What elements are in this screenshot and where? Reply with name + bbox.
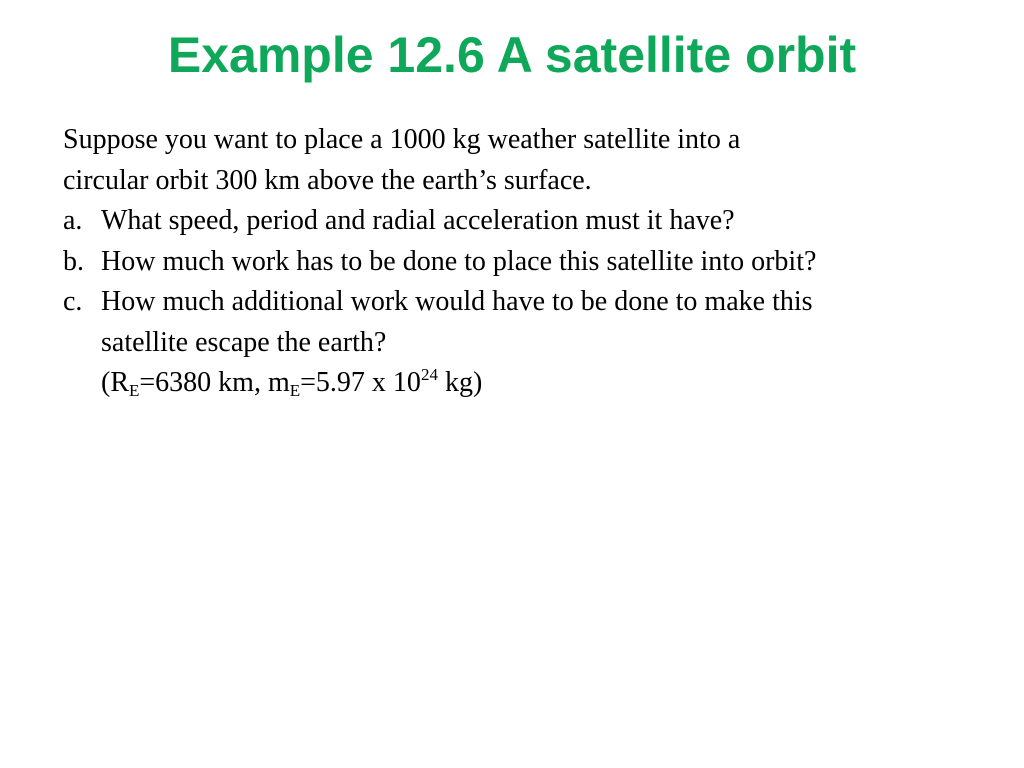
problem-statement [63, 120, 1003, 404]
given-close: kg) [437, 367, 483, 398]
item-marker: b. [63, 245, 84, 277]
item-text-line: satellite escape the earth? [101, 326, 387, 358]
re-subscript: E [129, 381, 140, 400]
given-values [63, 363, 1003, 404]
re-value: =6380 km, m [139, 367, 290, 398]
item-marker: c. [63, 286, 83, 317]
item-text: What speed, period and radial acceleration must it have? [101, 205, 735, 236]
item-text-wrap [101, 282, 1003, 363]
item-marker: a. [63, 205, 83, 236]
me-subscript: E [289, 381, 301, 400]
question-item-a [63, 201, 1003, 242]
me-value: =5.97 x 10 [300, 367, 421, 398]
given-open: (R [101, 367, 129, 398]
question-item-b [63, 242, 1003, 283]
slide-title: Example 12.6 A satellite orbit [167, 27, 857, 83]
item-text-line: How much additional work would have to be done to make this [101, 286, 813, 317]
intro-line: Suppose you want to place a 1000 kg weather satellite into a [63, 124, 741, 155]
item-text: How much work has to be done to place this satellite into orbit? [101, 245, 817, 277]
exponent: 24 [420, 365, 438, 384]
intro-line: circular orbit 300 km above the earth’s surface. [63, 164, 592, 196]
question-item-c [63, 282, 1003, 363]
